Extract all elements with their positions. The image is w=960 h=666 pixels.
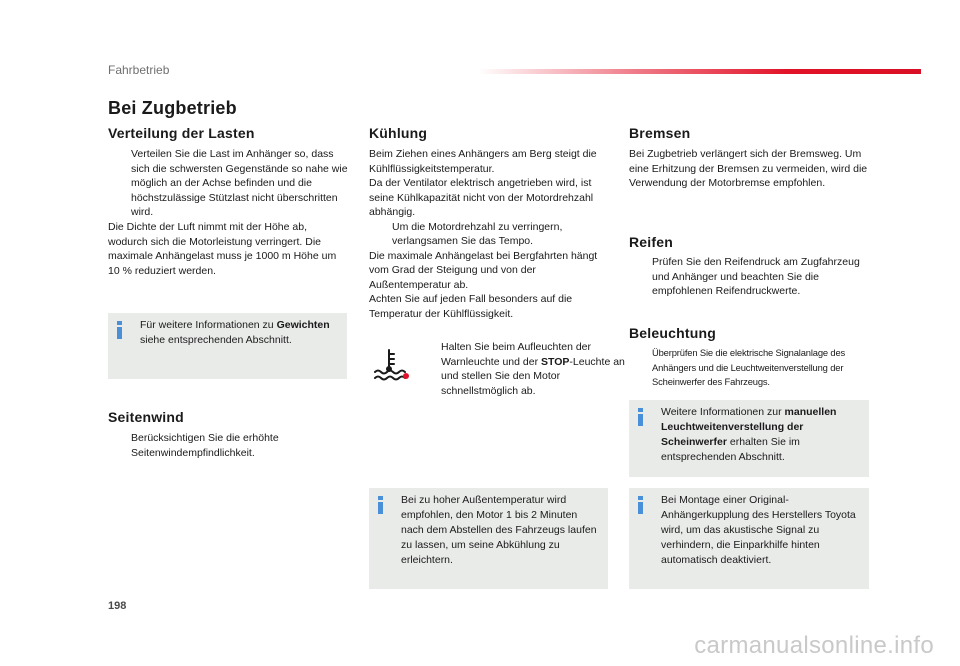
info-text: Für weitere Informationen zu Gewichten siehe entsprechenden Abschnitt.	[140, 319, 330, 346]
info-icon	[378, 496, 384, 512]
bullet-stop-warning	[420, 340, 627, 398]
bullet-load-distribution	[110, 147, 352, 220]
bullet-lighting-check	[631, 346, 877, 390]
bullet-text: Berücksichtigen Sie die erhöhte Seitenwindempfindlichkeit.	[131, 432, 279, 459]
paragraph-brakes: Bei Zugbetrieb verlängert sich der Bremsweg. Um eine Erhitzung der Bremsen zu vermeiden, wird die Verwendung der Motorbremse empfohlen.	[629, 148, 868, 189]
info-text: Weitere Informationen zur manuellen Leuchtweitenverstellung der Scheinwerfer erhalten Sie im entsprechenden Abschnitt.	[661, 406, 837, 463]
coolant-temperature-warning-icon	[372, 347, 416, 383]
cooling-text-block	[369, 147, 605, 321]
info-box-weights	[108, 313, 347, 379]
bullet-text: Überprüfen Sie die elektrische Signalanlage des Anhängers und die Leuchtweitenverstellung der Scheinwerfer des Fahrzeugs.	[652, 347, 846, 387]
heading-crosswind: Seitenwind	[108, 409, 184, 425]
heading-tyres: Reifen	[629, 234, 673, 250]
bullet-text: Halten Sie beim Aufleuchten der Warnleuchte und der STOP-Leuchte an und stellen Sie den Motor schnellstmöglich ab.	[441, 341, 625, 397]
bullet-reduce-speed	[371, 220, 587, 249]
info-icon	[117, 321, 123, 337]
bullet-text: Prüfen Sie den Reifendruck am Zugfahrzeug und Anhänger und beachten Sie die empfohlenen Reifendruckwerte.	[652, 256, 860, 297]
heading-cooling: Kühlung	[369, 125, 428, 141]
page-title: Bei Zugbetrieb	[108, 98, 237, 118]
info-box-engine-cooldown	[369, 488, 608, 589]
heading-load-distribution: Verteilung der Lasten	[108, 125, 255, 141]
watermark: carmanualsonline.info	[694, 632, 934, 659]
info-icon	[638, 408, 644, 424]
bullet-text: Um die Motordrehzahl zu verringern, verlangsamen Sie das Tempo.	[392, 220, 563, 247]
bullet-text: Verteilen Sie die Last im Anhänger so, dass sich die schwersten Gegenstände so nahe wie möglich an der Achse befinden und die höchstzulässige Stützlast nicht überschritten wird.	[131, 148, 348, 218]
heading-brakes: Bremsen	[629, 125, 691, 141]
bullet-crosswind	[110, 431, 331, 460]
paragraph-watch-temp: Achten Sie auf jeden Fall besonders auf die Temperatur der Kühlflüssigkeit.	[369, 293, 573, 320]
heading-lighting: Beleuchtung	[629, 325, 716, 341]
info-box-towbar-parking-sensors	[629, 488, 869, 589]
paragraph-coolant-temp: Beim Ziehen eines Anhängers am Berg steigt die Kühlflüssigkeitstemperatur.	[369, 148, 597, 175]
bullet-tyre-pressure	[631, 255, 868, 299]
paragraph-fan: Da der Ventilator elektrisch angetrieben wird, ist seine Kühlkapazität nicht von der Motordrehzahl abhängig.	[369, 177, 594, 218]
paragraph-air-density: Die Dichte der Luft nimmt mit der Höhe ab, wodurch sich die Motorleistung verringert. Die maximale Anhängelast muss je 1000 m Höhe um 10 % reduziert werden.	[108, 221, 337, 277]
paragraph-max-load-hill: Die maximale Anhängelast bei Bergfahrten hängt vom Grad der Steigung und von der Außentemperatur ab.	[369, 249, 598, 291]
page-number: 198	[108, 600, 127, 612]
header-accent-bar	[478, 69, 921, 74]
header-section-label: Fahrbetrieb	[108, 63, 170, 77]
info-text: Bei Montage einer Original-Anhängerkupplung des Herstellers Toyota wird, um das akustische Signal zu verhindern, die Einparkhilfe hinten automatisch deaktiviert.	[661, 494, 856, 566]
info-text: Bei zu hoher Außentemperatur wird empfohlen, den Motor 1 bis 2 Minuten nach dem Abstellen des Fahrzeugs laufen zu lassen, um seine Abkühlung zu erleichtern.	[401, 494, 597, 566]
info-box-headlamp-levelling	[629, 400, 869, 477]
info-icon	[638, 496, 644, 512]
